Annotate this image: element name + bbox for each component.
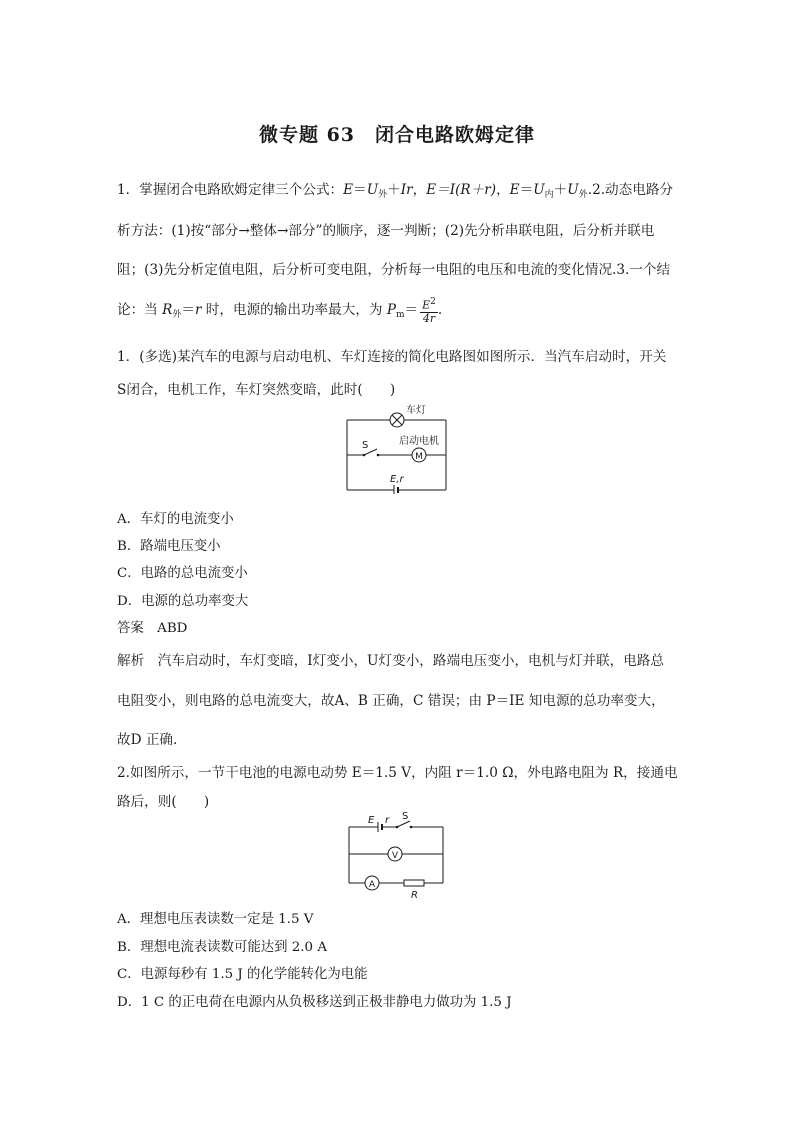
q1-analysis-line-1: 解析 汽车启动时，车灯变暗，I灯变小，U灯变小，路端电压变小，电机与灯并联，电路总: [117, 653, 664, 669]
intro-line-2: 析方法：(1)按“部分→整体→部分”的顺序，逐一判断；(2)先分析串联电阻，后分析并联电: [117, 223, 655, 239]
battery-label: E,r: [390, 474, 404, 485]
internal-resistance-label: r: [385, 815, 390, 826]
q1-analysis-line-2: 电阻变小，则电路的总电流变大，故A、B 正确，C 错误；由 P＝IE 知电源的总功率变大，: [117, 693, 665, 709]
q2-circuit-diagram: [342, 812, 450, 902]
q2-stem-line-2: 路后，则( ): [117, 794, 210, 810]
q1-option-a: A．车灯的电流变小: [117, 512, 234, 527]
motor-label: 启动电机: [399, 436, 439, 447]
switch-label: S: [362, 440, 369, 451]
q1-option-b: B．路端电压变小: [117, 539, 221, 554]
intro-line-4: 论：当 $R_外=r$ 时，电源的输出功率最大，为 $P_m=$ $\frac{E^2}{4r}$ .: [117, 297, 443, 325]
switch-label: S: [402, 812, 409, 822]
q1-analysis-line-3: 故D 正确.: [117, 732, 178, 748]
q2-option-c: C．电源每秒有 1.5 J 的化学能转化为电能: [117, 967, 368, 982]
battery-label: E: [368, 815, 375, 826]
q2-stem-line-1: 2.如图所示，一节干电池的电源电动势 E＝1.5 V，内阻 r＝1.0 Ω，外电路电阻为 R，接通电: [117, 765, 678, 781]
resistor-label: R: [411, 890, 418, 901]
ammeter-symbol: A: [368, 880, 376, 890]
q1-stem-line-2: S闭合，电机工作，车灯突然变暗，此时( ): [117, 382, 396, 398]
intro-line-3: 阻；(3)先分析定值电阻，后分析可变电阻，分析每一电阻的电压和电流的变化情况.3.一个结: [117, 262, 671, 278]
q1-circuit-diagram: [340, 402, 455, 494]
resistor-icon: [404, 880, 424, 886]
voltmeter-symbol: V: [391, 851, 399, 861]
q1-stem-line-1: 1．(多选)某汽车的电源与启动电机、车灯连接的简化电路图如图所示．当汽车启动时，开关: [117, 349, 667, 365]
q1-option-d: D．电源的总功率变大: [117, 594, 249, 609]
q1-answer: 答案 ABD: [117, 621, 188, 636]
q1-option-c: C．电路的总电流变小: [117, 566, 248, 581]
lamp-label: 车灯: [406, 405, 426, 416]
motor-symbol: M: [415, 452, 423, 462]
intro-line-1: 1．掌握闭合电路欧姆定律三个公式：$E=U_外+Ir$，E＝I(R＋r)，$E=U_内+U_外.2$.动态电路分: [117, 182, 674, 200]
q2-option-a: A．理想电压表读数一定是 1.5 V: [117, 912, 314, 927]
q2-option-b: B．理想电流表读数可能达到 2.0 A: [117, 940, 328, 955]
q2-option-d: D．1 C 的正电荷在电源内从负极移送到正极非静电力做功为 1.5 J: [117, 995, 512, 1010]
power-fraction: $\frac{E^2}{4r}$: [422, 297, 436, 325]
page-title: 微专题 63 闭合电路欧姆定律: [258, 124, 536, 146]
